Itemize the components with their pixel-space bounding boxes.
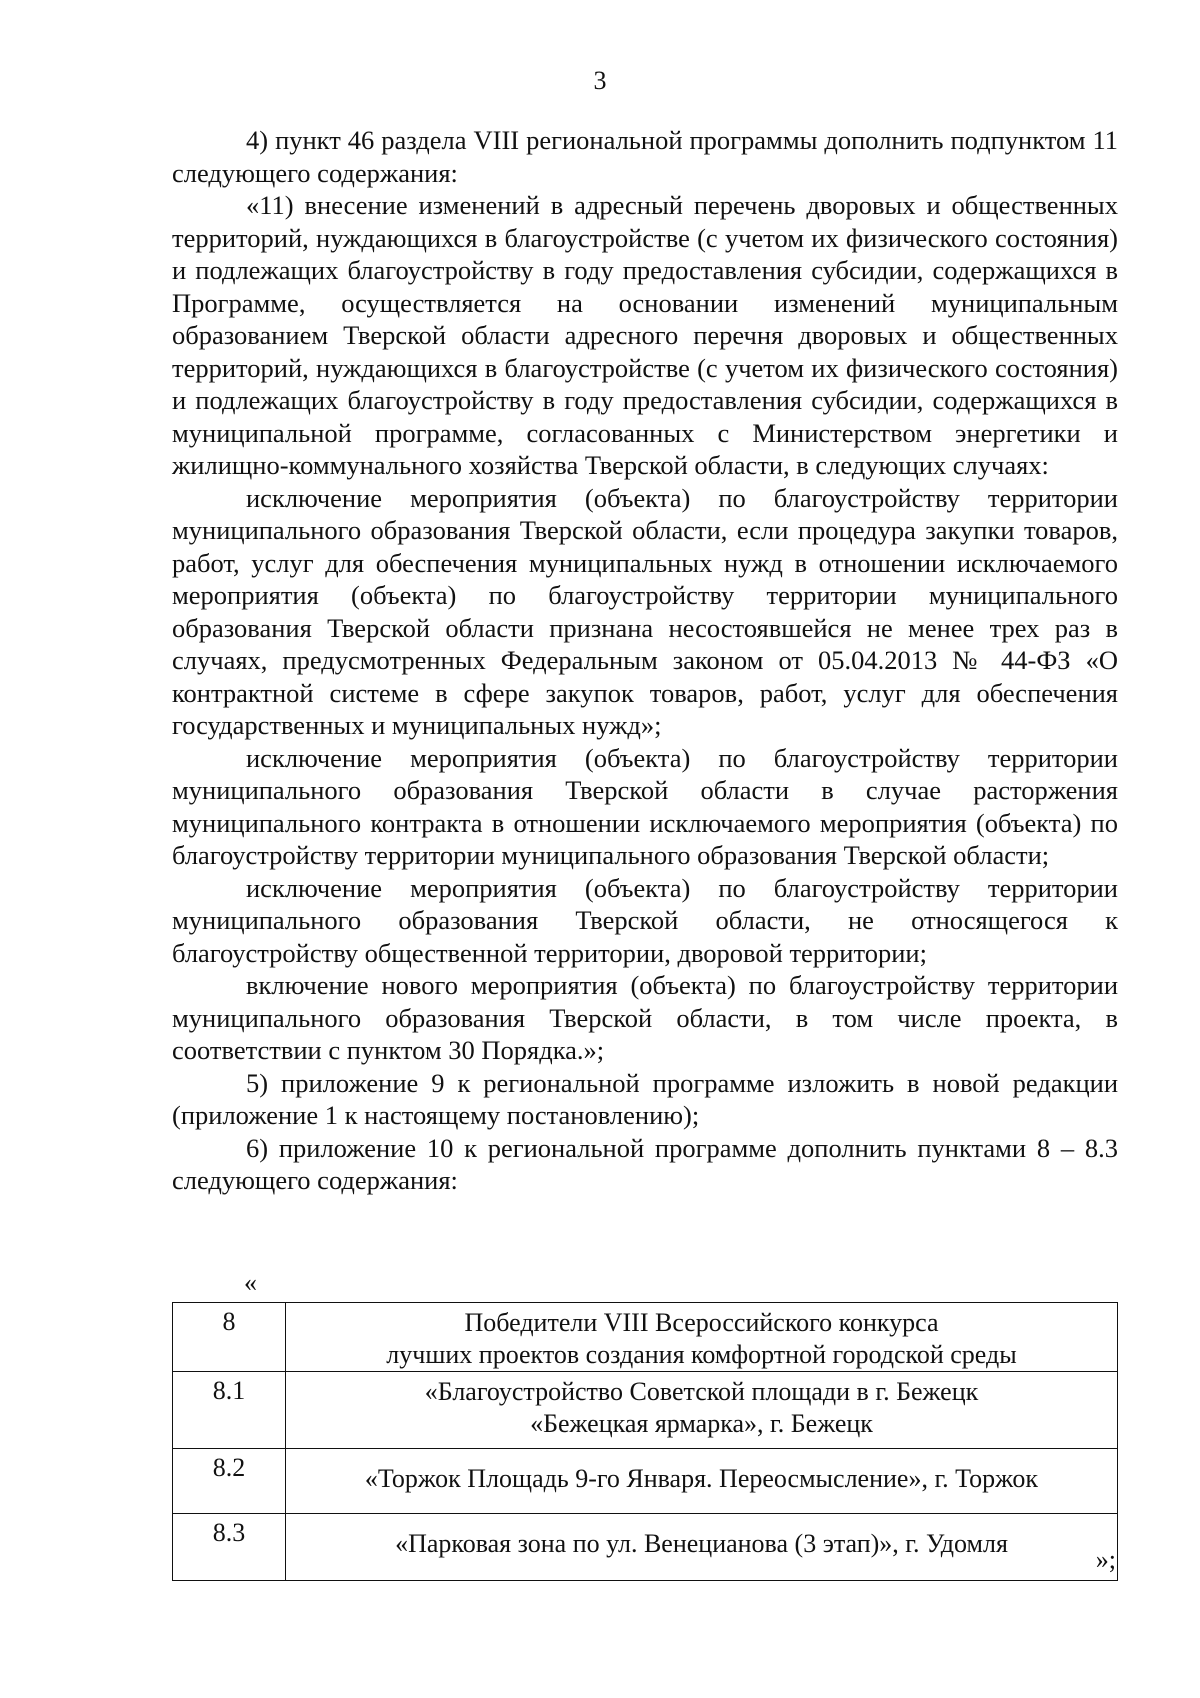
table-quote-close: »; <box>1095 1545 1116 1574</box>
row-title <box>286 1303 1118 1372</box>
row-title-line: «Бежецкая ярмарка», г. Бежецк <box>530 1409 873 1438</box>
paragraph-case-contract: исключение мероприятия (объекта) по благоустройству территории муниципального образования Тверской области в случае расторжения муниципального контракта в отношении исключаемого мероприятия (объекта) по благоустройству территории муниципального образования Тверской области; <box>172 742 1118 870</box>
row-title-line: «Торжок Площадь 9-го Января. Переосмысление», г. Торжок <box>364 1464 1039 1493</box>
row-number: 8.2 <box>173 1449 286 1514</box>
row-title-line: «Парковая зона по ул. Венецианова (3 этап)», г. Удомля <box>395 1529 1008 1558</box>
paragraph-subitem-11: «11) внесение изменений в адресный перечень дворовых и общественных территорий, нуждающихся в благоустройстве (с учетом их физического состояния) и подлежащих благоустройству в году предоставления субсидии, содержащихся в Программе, осуществляется на основании изменений муниципальным образованием Тверской области адресного перечня дворовых и общественных территорий, нуждающихся в благоустройстве (с учетом их физического состояния) и подлежащих благоустройству в году предоставления субсидии, содержащихся в муниципальной программе, согласованных с Министерством энергетики и жилищно-коммунального хозяйства Тверской области, в следующих случаях: <box>172 190 1118 480</box>
row-number: 8 <box>173 1303 286 1372</box>
row-number: 8.3 <box>173 1514 286 1581</box>
table-row <box>173 1303 1118 1372</box>
paragraph-item-5: 5) приложение 9 к региональной программе изложить в новой редакции (приложение 1 к настоящему постановлению); <box>172 1067 1118 1130</box>
paragraph-item-6: 6) приложение 10 к региональной программе дополнить пунктами 8 – 8.3 следующего содержания: <box>172 1132 1118 1195</box>
table-row <box>173 1514 1118 1581</box>
table-row <box>173 1372 1118 1449</box>
row-title <box>286 1372 1118 1449</box>
paragraph-item-4: 4) пункт 46 раздела VIII региональной программы дополнить подпунктом 11 следующего содержания: <box>172 125 1118 188</box>
table-quote-open: « <box>244 1268 257 1297</box>
table-row <box>173 1449 1118 1514</box>
row-title-line: лучших проектов создания комфортной городской среды <box>386 1340 1017 1369</box>
paragraph-case-procurement: исключение мероприятия (объекта) по благоустройству территории муниципального образования Тверской области, если процедура закупки товаров, работ, услуг для обеспечения муниципальных нужд в отношении исключаемого мероприятия (объекта) по благоустройству территории муниципального образования Тверской области признана несостоявшейся не менее трех раз в случаях, предусмотренных Федеральным законом от 05.04.2013 № 44-ФЗ «О контрактной системе в сфере закупок товаров, работ, услуг для обеспечения государственных и муниципальных нужд»; <box>172 482 1118 740</box>
paragraph-case-not-related: исключение мероприятия (объекта) по благоустройству территории муниципального образования Тверской области, не относящегося к благоустройству общественной территории, дворовой территории; <box>172 872 1118 968</box>
document-body <box>172 124 1118 1197</box>
page-number: 3 <box>593 66 607 95</box>
row-title-line: Победители VIII Всероссийского конкурса <box>464 1308 939 1337</box>
appendix-table <box>172 1302 1118 1581</box>
row-number: 8.1 <box>173 1372 286 1449</box>
row-title <box>286 1449 1118 1514</box>
row-title-line: «Благоустройство Советской площади в г. Бежецк <box>424 1377 979 1406</box>
row-title <box>286 1514 1118 1581</box>
paragraph-case-new-event: включение нового мероприятия (объекта) по благоустройству территории муниципального образования Тверской области, в том числе проекта, в соответствии с пунктом 30 Порядка.»; <box>172 970 1118 1065</box>
